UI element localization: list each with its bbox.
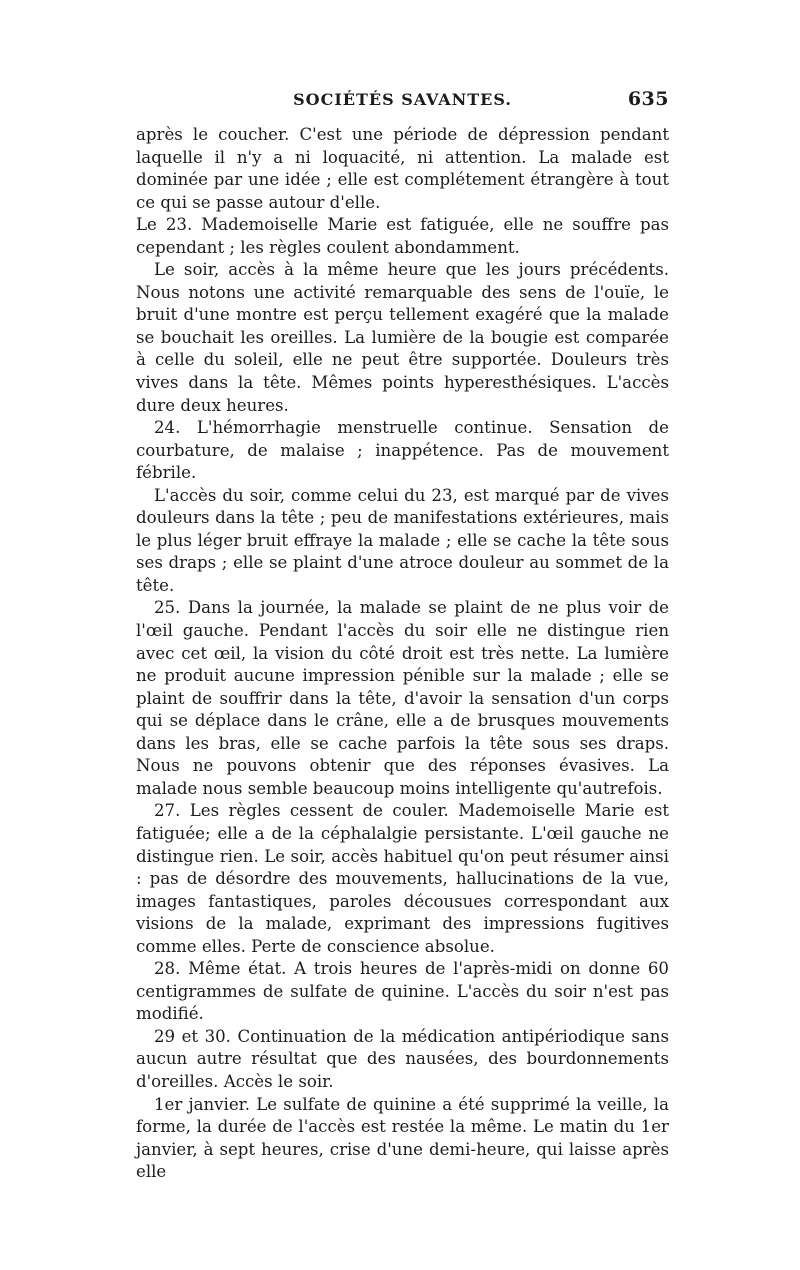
running-header — [136, 88, 669, 114]
paragraph-entry-27: 27. Les règles cessent de couler. Mademoiselle Marie est fatiguée; elle a de la céphalalgie persistante. L'œil gauche ne distingue rien. Le soir, accès habituel qu'on peut résumer ainsi : pas de désordre des mouvements, hallucinations de la vue, images fantastiques, paroles décousues correspondant aux visions de la malade, exprimant des impressions fugitives comme elles. Perte de conscience absolue. — [136, 801, 669, 956]
paragraph-continuation: après le coucher. C'est une période de dépression pendant laquelle il n'y a ni loquacité, ni attention. La malade est dominée par une idée ; elle est complétement étrangère à tout ce qui se passe autour d'elle. — [136, 125, 669, 212]
paragraph-evening-23: Le soir, accès à la même heure que les jours précédents. Nous notons une activité remarquable des sens de l'ouïe, le bruit d'une montre est perçu tellement exagéré que la malade se bouchait les oreilles. La lumière de la bougie est comparée à celle du soleil, elle ne peut être supportée. Douleurs très vives dans la tête. Mêmes points hyperesthésiques. L'accès dure deux heures. — [136, 260, 669, 415]
paragraph-entry-28: 28. Même état. A trois heures de l'après-midi on donne 60 centigrammes de sulfate de quinine. L'accès du soir n'est pas modifié. — [136, 959, 669, 1024]
running-title: SOCIÉTÉS SAVANTES. — [293, 90, 512, 109]
paragraph-entry-23: Le 23. Mademoiselle Marie est fatiguée, elle ne souffre pas cependant ; les règles coulent abondamment. — [136, 215, 669, 257]
paragraph-entry-24: 24. L'hémorrhagie menstruelle continue. Sensation de courbature, de malaise ; inappétence. Pas de mouvement fébrile. — [136, 418, 669, 483]
paragraph-entry-25: 25. Dans la journée, la malade se plaint de ne plus voir de l'œil gauche. Pendant l'accès du soir elle ne distingue rien avec cet œil, la vision du côté droit est très nette. La lumière ne produit aucune impression pénible sur la malade ; elle se plaint de souffrir dans la tête, d'avoir la sensation d'un corps qui se déplace dans le crâne, elle a de brusques mouvements dans les bras, elle se cache parfois la tête sous ses draps. Nous ne pouvons obtenir que des réponses évasives. La malade nous semble beaucoup moins intelligente qu'autrefois. — [136, 598, 669, 798]
book-page — [136, 88, 669, 1184]
paragraph-evening-24: L'accès du soir, comme celui du 23, est marqué par de vives douleurs dans la tête ; peu de manifestations extérieures, mais le plus léger bruit effraye la malade ; elle se cache la tête sous ses draps ; elle se plaint d'une atroce douleur au sommet de la tête. — [136, 485, 669, 595]
paragraph-entry-29-30: 29 et 30. Continuation de la médication antipériodique sans aucun autre résultat que des nausées, des bourdonnements d'oreilles. Accès le soir. — [136, 1026, 669, 1091]
body-text — [136, 124, 669, 1184]
paragraph-entry-january-1: 1er janvier. Le sulfate de quinine a été supprimé la veille, la forme, la durée de l'accès est restée la même. Le matin du 1er janvier, à sept heures, crise d'une demi-heure, qui laisse après elle — [136, 1094, 669, 1182]
page-number: 635 — [627, 88, 669, 110]
